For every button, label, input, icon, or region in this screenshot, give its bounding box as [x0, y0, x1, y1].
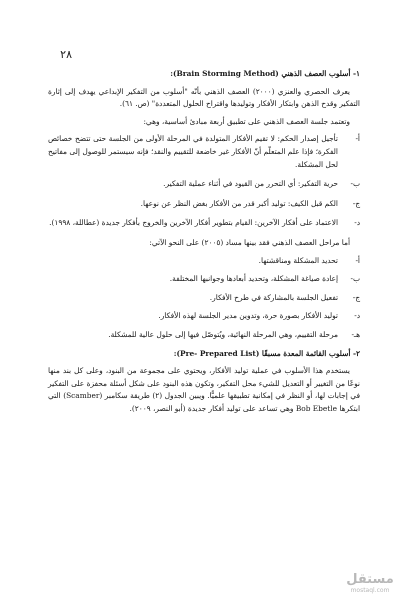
list-item	[48, 217, 360, 230]
principles-list	[48, 133, 360, 230]
list-item	[48, 255, 360, 268]
list-item-text: إعادة صياغة المشكلة، وتحديد أبعادها وجوانبها المختلفة.	[169, 274, 338, 284]
list-item	[48, 329, 360, 342]
list-item-text: الاعتماد على أفكار الآخرين: القيام بتطوير أفكار الآخرين والخروج بأفكار جديدة (عطاللة، ١٩٩٨).	[49, 218, 338, 228]
watermark-arabic-text: مستقل	[346, 572, 394, 587]
list-item	[48, 178, 360, 191]
stages-intro: أما مراحل العصف الذهني فقد بينها مساد (٢٠٠٥) على النحو الآتي:	[149, 237, 350, 247]
list-marker: ج-	[352, 198, 360, 208]
list-marker: د-	[354, 311, 360, 321]
watermark-latin-text: mostaql.com	[350, 587, 390, 594]
list-item-text: حرية التفكير: أي التحرر من القيود في أثناء عملية التفكير.	[163, 179, 338, 189]
list-item-text: تفعيل الجلسة بالمشاركة في طرح الأفكار.	[209, 292, 338, 302]
brainstorm-definition: يعرف الحصري والعنزي (٢٠٠٠) العصف الذهني بأنّه "أسلوب من التفكير الإبداعي يهدف إلى إثارة التفكير وقدح الذهن وابتكار الأفكار وتوليدها واقتراح الحلول المتعددة" (ص. ٦١).	[48, 86, 360, 109]
list-marker: هـ-	[351, 329, 360, 339]
list-marker: ب-	[350, 274, 360, 284]
list-item-text: تحديد المشكلة ومناقشتها.	[258, 255, 338, 265]
list-marker: أ-	[355, 134, 360, 144]
page-content	[48, 68, 360, 420]
list-marker: أ-	[355, 255, 360, 265]
section2-heading: ٢- أسلوب القائمة المعدة مسبقًا (Pre- Prepared List):	[173, 348, 360, 358]
list-item-text: تأجيل إصدار الحكم: لا تقيم الأفكار المتولدة في المرحلة الأولى من الجلسة حتى تتضح خصائص الفكرة؛ فإذا علم المتعلّم أنّ الأفكار غير خاضعة للتقييم والنقد؛ فإنه سيستمر للوصول إلى مفاتيح لحل المشكلة.	[48, 134, 338, 169]
list-item	[48, 198, 360, 211]
list-marker: ج-	[352, 292, 360, 302]
list-marker: د-	[354, 218, 360, 228]
list-item	[48, 133, 360, 171]
stages-list	[48, 255, 360, 342]
page-number: ٢٨	[60, 48, 72, 61]
list-item	[48, 292, 360, 305]
prepared-list-body: يستخدم هذا الأسلوب في عملية توليد الأفكار، ويحتوي على مجموعة من البنود، وعلى كل بند منها نوعًا من التغيير أو التعديل للشيء محل التفكير، وتكون هذه البنود على شكل أسئلة محفزة على التفكير في إجابات لها، أو النظر في إمكانية تطبيقها علميًّا. ويبين الجدول (٢) طريقة سكامبر (Scamber) التي ابتكرها Bob Ebetle وهي تساعد على توليد أفكار جديدة (أبو النصر، ٢٠٠٩).	[48, 366, 361, 413]
list-marker: ب-	[350, 179, 360, 189]
principles-intro: وتعتمد جلسة العصف الذهني على تطبيق أربعة مبادئ أساسية، وهي:	[143, 116, 350, 126]
mostaql-watermark	[344, 573, 396, 594]
list-item-text: توليد الأفكار بصورة حرة، وتدوين مدير الجلسة لهذه الأفكار.	[158, 311, 338, 321]
section1-heading: ١- أسلوب العصف الذهني (Brain Storming Method):	[170, 69, 360, 78]
list-item	[48, 273, 360, 286]
list-item-text: الكم قبل الكيف: توليد أكبر قدر من الأفكار بغض النظر عن نوعها.	[140, 198, 338, 208]
list-item-text: مرحلة التقييم، وهي المرحلة النهائية، ويُتوصّل فيها إلى حلول عالية للمشكلة.	[108, 329, 338, 339]
list-item	[48, 310, 360, 323]
